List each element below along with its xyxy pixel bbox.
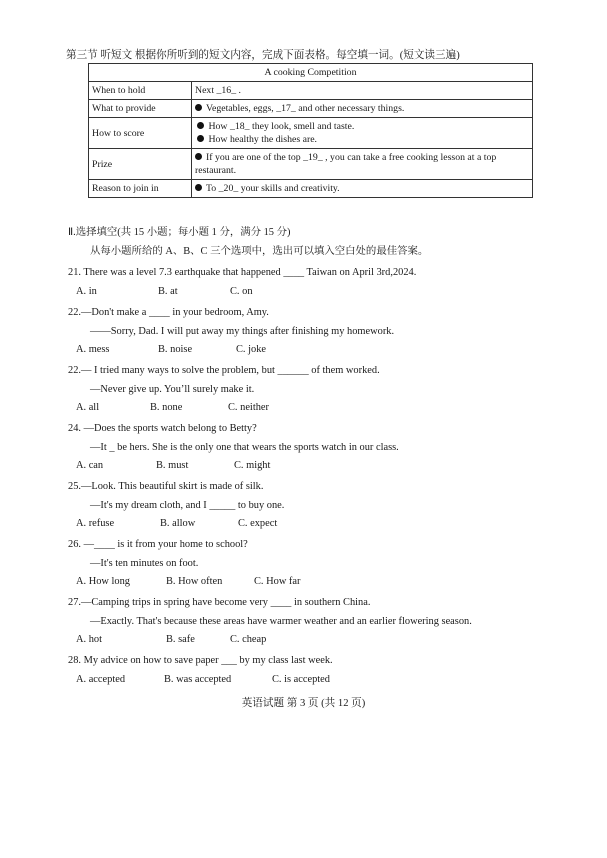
option-c: C. might [234, 460, 271, 471]
option-c: C. is accepted [272, 674, 330, 685]
row-content [192, 118, 533, 149]
question-24-stem: 24. —Does the sports watch belong to Betty? [68, 423, 257, 434]
option-a: A. in [76, 286, 97, 297]
row-content [192, 82, 533, 100]
row-item: Vegetables, eggs, _17_ and other necessary things. [206, 103, 405, 114]
option-c: C. cheap [230, 634, 267, 645]
row-label: What to provide [89, 100, 192, 118]
table-title-row [89, 64, 533, 82]
row-item: restaurant. [195, 165, 237, 176]
question-27-options [76, 633, 266, 646]
option-c: C. on [230, 286, 253, 297]
table-row [89, 82, 533, 100]
row-content [192, 100, 533, 118]
option-b: B. at [158, 286, 178, 297]
question-28-options [76, 673, 330, 686]
cooking-competition-table [88, 63, 533, 198]
option-a: A. hot [76, 634, 102, 645]
question-26-stem: 26. —____ is it from your home to school? [68, 539, 248, 550]
question-27-reply: —Exactly. That's because these areas have warmer weather and an earlier flowering season. [90, 616, 472, 627]
row-content [192, 180, 533, 198]
option-b: B. noise [158, 344, 193, 355]
question-22-options [76, 343, 266, 356]
bullet-icon [195, 153, 202, 160]
bullet-icon [197, 122, 204, 129]
row-item: How _18_ they look, smell and taste. [208, 121, 355, 132]
bullet-icon [197, 135, 204, 142]
row-item: If you are one of the top _19_ , you can take a free cooking lesson at a top [206, 152, 497, 163]
row-label: Reason to join in [89, 180, 192, 198]
table-title: A cooking Competition [89, 64, 533, 82]
part2-instruction: 从每小题所给的 A、B、C 三个选项中，选出可以填入空白处的最佳答案。 [90, 246, 429, 257]
row-item: To _20_ your skills and creativity. [206, 183, 340, 194]
option-a: A. mess [76, 344, 110, 355]
question-26-reply: —It's ten minutes on foot. [90, 558, 199, 569]
bullet-icon [195, 104, 202, 111]
row-item: How healthy the dishes are. [208, 134, 318, 145]
option-a: A. accepted [76, 674, 126, 685]
table-row [89, 149, 533, 180]
question-27-stem: 27.—Camping trips in spring have become very ____ in southern China. [68, 597, 371, 608]
option-a: A. refuse [76, 518, 115, 529]
option-a: A. all [76, 402, 100, 413]
option-b: B. allow [160, 518, 196, 529]
section3-heading: 第三节 听短文 根据你所听到的短文内容，完成下面表格。每空填一词。(短文读三遍) [66, 50, 460, 61]
question-25-stem: 25.—Look. This beautiful skirt is made of silk. [68, 481, 264, 492]
option-c: C. How far [254, 576, 301, 587]
option-b: B. safe [166, 634, 195, 645]
option-b: B. How often [166, 576, 223, 587]
bullet-icon [195, 184, 202, 191]
option-b: B. must [156, 460, 189, 471]
question-25-reply: —It's my dream cloth, and I _____ to buy one. [90, 500, 285, 511]
question-26-options [76, 575, 300, 588]
row-label: When to hold [89, 82, 192, 100]
question-24-reply: —It _ be hers. She is the only one that wears the sports watch in our class. [90, 442, 399, 453]
option-b: B. none [150, 402, 183, 413]
option-c: C. joke [236, 344, 267, 355]
option-c: C. expect [238, 518, 278, 529]
option-a: A. can [76, 460, 104, 471]
row-item: Next _16_ . [195, 85, 241, 96]
table-row [89, 118, 533, 149]
table-row [89, 180, 533, 198]
page-footer: 英语试题 第 3 页 (共 12 页) [241, 698, 366, 709]
option-b: B. was accepted [164, 674, 232, 685]
question-23-stem: 22.— I tried many ways to solve the problem, but ______ of them worked. [68, 365, 380, 376]
question-21-options [76, 285, 253, 298]
question-24-options [76, 459, 270, 472]
question-28-stem: 28. My advice on how to save paper ___ by my class last week. [68, 655, 333, 666]
row-label: Prize [89, 149, 192, 180]
option-c: C. neither [228, 402, 269, 413]
question-25-options [76, 517, 277, 530]
question-22-stem: 22.—Don't make a ____ in your bedroom, Amy. [68, 307, 269, 318]
row-content [192, 149, 533, 180]
table-row [89, 100, 533, 118]
row-label: How to score [89, 118, 192, 149]
question-22-reply: ——Sorry, Dad. I will put away my things after finishing my homework. [90, 326, 395, 337]
question-21-stem: 21. There was a level 7.3 earthquake that happened ____ Taiwan on April 3rd,2024. [68, 267, 417, 278]
question-23-reply: —Never give up. You’ll surely make it. [90, 384, 255, 395]
option-a: A. How long [76, 576, 130, 587]
question-23-options [76, 401, 269, 414]
part2-heading: Ⅱ.选择填空(共 15 小题；每小题 1 分，满分 15 分) [68, 227, 291, 238]
